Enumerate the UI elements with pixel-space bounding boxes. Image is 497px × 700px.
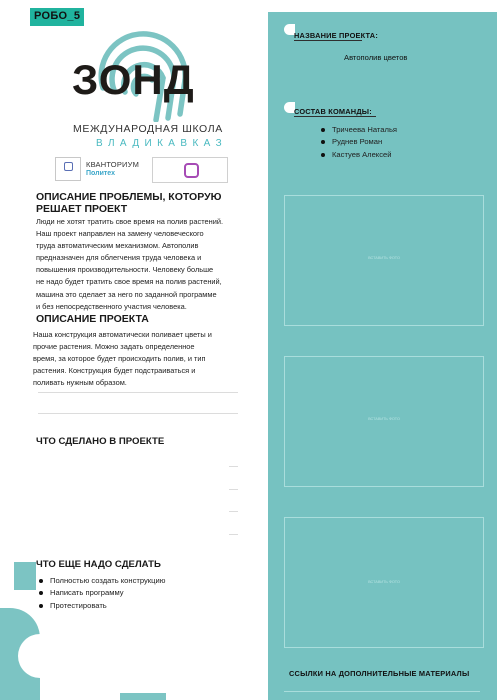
title-underline xyxy=(294,116,376,117)
team-title: СОСТАВ КОМАНДЫ: xyxy=(294,107,372,116)
todo-item: Протестировать xyxy=(36,600,165,612)
partner-emblem-icon xyxy=(64,162,73,171)
problem-title-line2: РЕШАЕТ ПРОЕКТ xyxy=(36,203,128,215)
todo-title: ЧТО ЕЩЕ НАДО СДЕЛАТЬ xyxy=(36,559,161,570)
problem-line: машина это сделает за него по заданной программе xyxy=(36,289,217,299)
description-text xyxy=(33,329,212,389)
problem-title-line1: ОПИСАНИЕ ПРОБЛЕМЫ, КОТОРУЮ xyxy=(36,191,222,203)
divider xyxy=(229,511,238,512)
todo-item: Написать программу xyxy=(36,587,165,599)
school-city: ВЛАДИКАВКАЗ xyxy=(96,138,228,149)
photo-caption: ВСТАВИТЬ ФОТО xyxy=(368,580,400,584)
divider xyxy=(229,534,238,535)
team-member: Руднев Роман xyxy=(318,136,397,148)
divider xyxy=(229,466,238,467)
problem-line: повышения производительности. Человеку больше xyxy=(36,265,214,275)
problem-line: и без непосредственного участия человека. xyxy=(36,301,187,311)
links-title: ССЫЛКИ НА ДОПОЛНИТЕЛЬНЫЕ МАТЕРИАЛЫ xyxy=(289,669,470,678)
project-name-value: Автополив цветов xyxy=(344,53,408,62)
decor-block xyxy=(120,693,166,700)
project-name-title: НАЗВАНИЕ ПРОЕКТА: xyxy=(294,31,379,40)
problem-line: труда автоматическим механизмом. Автополив xyxy=(36,241,199,251)
problem-line: Наш проект направлен на замену человеческого xyxy=(36,229,204,239)
team-list xyxy=(318,124,397,161)
partner-subname: Политех xyxy=(86,170,116,177)
problem-text xyxy=(36,216,223,313)
description-line: растения. Конструкция будет подстраиваться и xyxy=(33,366,196,376)
zond-logo xyxy=(60,10,220,130)
problem-line: предназначен для облегчения труда человека и xyxy=(36,253,202,263)
links-divider xyxy=(284,691,480,692)
photo-placeholder[interactable] xyxy=(284,356,484,487)
todo-list xyxy=(36,575,165,612)
partner-logo-1 xyxy=(55,157,81,181)
logo-wordmark: ЗОНД xyxy=(72,56,195,103)
photo-caption: ВСТАВИТЬ ФОТО xyxy=(368,256,400,260)
project-tag: РОБО_5 xyxy=(34,10,81,22)
divider xyxy=(229,489,238,490)
problem-line: не надо будет тратить свое время на полив растений, xyxy=(36,277,222,287)
title-underline xyxy=(294,40,362,41)
problem-line: Люди не хотят тратить свое время на полив растений. xyxy=(36,217,224,226)
partner-emblem-icon xyxy=(184,163,199,178)
school-name: МЕЖДУНАРОДНАЯ ШКОЛА xyxy=(73,123,223,135)
done-title: ЧТО СДЕЛАНО В ПРОЕКТЕ xyxy=(36,436,165,447)
description-line: время, за которое будет происходить полив, и тип xyxy=(33,354,206,364)
team-member: Кастуев Алексей xyxy=(318,149,397,161)
todo-item: Полностью создать конструкцию xyxy=(36,575,165,587)
photo-placeholder[interactable] xyxy=(284,517,484,648)
description-title: ОПИСАНИЕ ПРОЕКТА xyxy=(36,313,149,325)
photo-caption: ВСТАВИТЬ ФОТО xyxy=(368,417,400,421)
photo-placeholder[interactable] xyxy=(284,195,484,326)
description-line: Наша конструкция автоматически поливает цветы и xyxy=(33,330,212,339)
divider xyxy=(38,392,238,393)
description-line: поливать нужным образом. xyxy=(33,378,127,388)
description-line: прочие растения. Можно задать определенное xyxy=(33,342,195,352)
partner-logo-3 xyxy=(152,157,228,183)
partner-logo-1-caption xyxy=(57,173,81,177)
decor-block xyxy=(14,562,36,590)
team-member: Тричеева Наталья xyxy=(318,124,397,136)
divider xyxy=(38,413,238,414)
partner-logo-kvantorium xyxy=(84,157,140,181)
partner-name: КВАНТОРИУМ xyxy=(86,160,140,169)
decor-circle xyxy=(18,634,62,678)
